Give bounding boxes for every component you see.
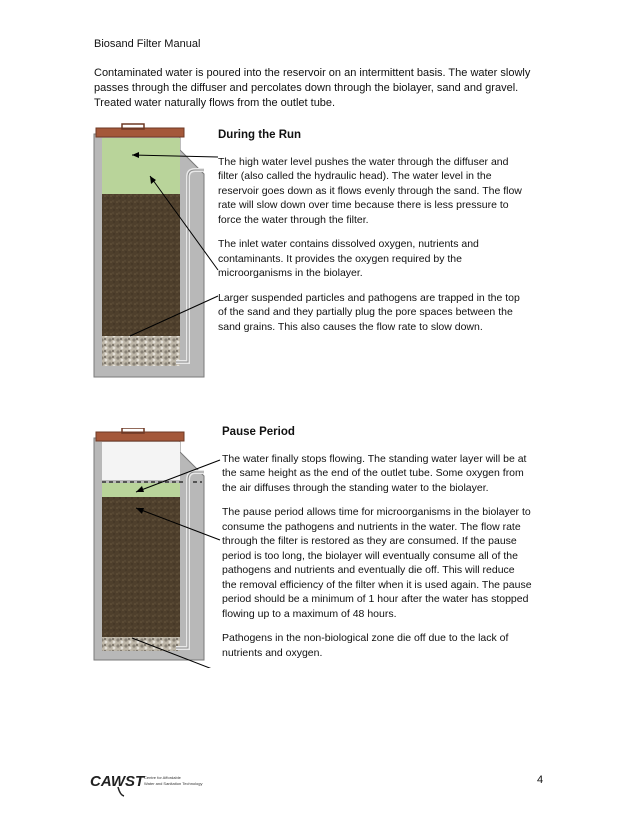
heading-pause-period: Pause Period	[222, 426, 295, 438]
logo-tagline-2: Water and Sanitation Technology	[144, 781, 203, 786]
filter-diagram-pause	[92, 428, 227, 668]
water-layer	[102, 138, 180, 194]
filter-diagram-run	[92, 122, 227, 387]
cawst-logo	[88, 768, 218, 803]
run-paragraph-1: The high water level pushes the water through the diffuser and filter (also called the hydraulic head). The water level in the reservoir goes down as it flows evenly through the sand. The flow rate will slow down over time because there is less pressure to force the water through the filter.	[218, 155, 522, 226]
pause-paragraph-1: The water finally stops flowing. The standing water layer will be at the same height as the end of the outlet tube. Some oxygen from the air diffuses through the standing water to the biolayer.	[222, 452, 527, 494]
section-during-the-run	[218, 128, 530, 344]
logo-tagline-1: Centre for Affordable	[144, 775, 181, 780]
run-paragraph-3: Larger suspended particles and pathogens are trapped in the top of the sand and they partially plug the pore spaces between the sand grains. This also causes the flow rate to slow down.	[218, 291, 520, 333]
heading-during-the-run: During the Run	[218, 129, 302, 141]
gravel-layer	[102, 637, 180, 651]
logo-wordmark: CAWST	[90, 773, 145, 790]
gravel-layer	[102, 336, 180, 366]
intro-paragraph: Contaminated water is poured into the reservoir on an intermittent basis. The water slowly passes through the diffuser and percolates down through the biolayer, sand and gravel. Treated water naturally flows from the outlet tube.	[94, 67, 531, 109]
pause-paragraph-3: Pathogens in the non-biological zone die off due to the lack of nutrients and oxygen.	[222, 632, 509, 659]
page-number: 4	[537, 774, 544, 786]
section-pause-period	[222, 425, 532, 670]
pause-paragraph-2: The pause period allows time for microorganisms in the biolayer to consume the pathogens and nutrients in the water. The flow rate through the filter is restored as they are consumed. If the pause period is too long, the biolayer will eventually consume all of the pathogens and nutrients and eventually die off. This will reduce the removal efficiency of the filter when it is used again. The pause period should be a minimum of 1 hour after the water has stopped flowing up to a maximum of 48 hours.	[222, 506, 532, 620]
document-header: Biosand Filter Manual	[94, 38, 201, 50]
sand-layer	[102, 497, 180, 637]
run-paragraph-2: The inlet water contains dissolved oxygen, nutrients and contaminants. It provides the oxygen required by the microorganisms in the biolayer.	[218, 238, 479, 279]
sand-layer	[102, 194, 180, 336]
